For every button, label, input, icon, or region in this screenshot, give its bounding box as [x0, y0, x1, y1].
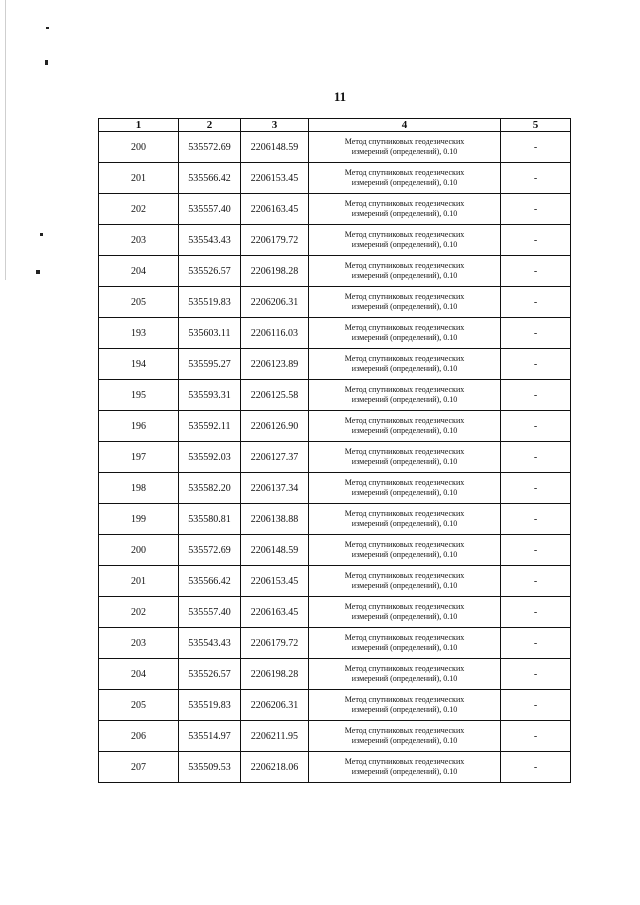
column-header-4: 4 — [309, 119, 501, 132]
y-coordinate-cell: 2206148.59 — [241, 535, 309, 566]
x-coordinate-cell: 535514.97 — [179, 721, 241, 752]
point-number-cell: 206 — [99, 721, 179, 752]
point-number-cell: 194 — [99, 349, 179, 380]
method-accuracy-cell — [309, 349, 501, 380]
table-row — [99, 163, 571, 194]
note-cell: - — [501, 411, 571, 442]
point-number-cell: 201 — [99, 566, 179, 597]
point-number-cell: 203 — [99, 628, 179, 659]
table-body — [99, 132, 571, 783]
point-number-cell: 200 — [99, 132, 179, 163]
method-text-line: измерений (определений), 0.10 — [351, 519, 458, 528]
note-cell: - — [501, 256, 571, 287]
x-coordinate-cell: 535509.53 — [179, 752, 241, 783]
table-row — [99, 287, 571, 318]
note-cell: - — [501, 132, 571, 163]
y-coordinate-cell: 2206137.34 — [241, 473, 309, 504]
x-coordinate-cell: 535543.43 — [179, 628, 241, 659]
x-coordinate-cell: 535566.42 — [179, 566, 241, 597]
method-text-line: измерений (определений), 0.10 — [351, 240, 458, 249]
y-coordinate-cell: 2206218.06 — [241, 752, 309, 783]
point-number-cell: 204 — [99, 659, 179, 690]
method-text-line: Метод спутниковых геодезических — [344, 261, 465, 270]
note-cell: - — [501, 473, 571, 504]
x-coordinate-cell: 535519.83 — [179, 690, 241, 721]
point-number-cell: 204 — [99, 256, 179, 287]
note-cell: - — [501, 504, 571, 535]
x-coordinate-cell: 535519.83 — [179, 287, 241, 318]
coordinates-table — [98, 118, 571, 783]
method-text-line: Метод спутниковых геодезических — [344, 540, 465, 549]
method-text-line: измерений (определений), 0.10 — [351, 302, 458, 311]
method-accuracy-cell — [309, 225, 501, 256]
method-text-line: измерений (определений), 0.10 — [351, 488, 458, 497]
method-text-line: Метод спутниковых геодезических — [344, 354, 465, 363]
method-text-line: измерений (определений), 0.10 — [351, 364, 458, 373]
method-text-line: Метод спутниковых геодезических — [344, 230, 465, 239]
method-text-line: измерений (определений), 0.10 — [351, 674, 458, 683]
method-accuracy-cell — [309, 411, 501, 442]
table-row — [99, 256, 571, 287]
x-coordinate-cell: 535566.42 — [179, 163, 241, 194]
point-number-cell: 203 — [99, 225, 179, 256]
scan-speck — [36, 270, 40, 274]
method-text-line: Метод спутниковых геодезических — [344, 168, 465, 177]
note-cell: - — [501, 597, 571, 628]
method-text-line: измерений (определений), 0.10 — [351, 271, 458, 280]
method-accuracy-cell — [309, 690, 501, 721]
method-accuracy-cell — [309, 256, 501, 287]
method-accuracy-cell — [309, 473, 501, 504]
method-text-line: измерений (определений), 0.10 — [351, 395, 458, 404]
note-cell: - — [501, 752, 571, 783]
note-cell: - — [501, 163, 571, 194]
x-coordinate-cell: 535595.27 — [179, 349, 241, 380]
y-coordinate-cell: 2206126.90 — [241, 411, 309, 442]
y-coordinate-cell: 2206153.45 — [241, 566, 309, 597]
scan-speck — [45, 60, 48, 65]
method-text-line: Метод спутниковых геодезических — [344, 757, 465, 766]
column-header-1: 1 — [99, 119, 179, 132]
method-text-line: измерений (определений), 0.10 — [351, 767, 458, 776]
table-row — [99, 659, 571, 690]
y-coordinate-cell: 2206206.31 — [241, 690, 309, 721]
method-accuracy-cell — [309, 566, 501, 597]
y-coordinate-cell: 2206198.28 — [241, 256, 309, 287]
point-number-cell: 199 — [99, 504, 179, 535]
x-coordinate-cell: 535572.69 — [179, 132, 241, 163]
y-coordinate-cell: 2206138.88 — [241, 504, 309, 535]
method-accuracy-cell — [309, 287, 501, 318]
note-cell: - — [501, 442, 571, 473]
method-accuracy-cell — [309, 628, 501, 659]
method-text-line: Метод спутниковых геодезических — [344, 478, 465, 487]
table-row — [99, 504, 571, 535]
method-text-line: измерений (определений), 0.10 — [351, 581, 458, 590]
x-coordinate-cell: 535557.40 — [179, 597, 241, 628]
method-accuracy-cell — [309, 380, 501, 411]
x-coordinate-cell: 535603.11 — [179, 318, 241, 349]
point-number-cell: 198 — [99, 473, 179, 504]
table-row — [99, 225, 571, 256]
method-text-line: Метод спутниковых геодезических — [344, 571, 465, 580]
table-row — [99, 442, 571, 473]
column-header-5: 5 — [501, 119, 571, 132]
x-coordinate-cell: 535582.20 — [179, 473, 241, 504]
y-coordinate-cell: 2206179.72 — [241, 225, 309, 256]
table-row — [99, 411, 571, 442]
note-cell: - — [501, 566, 571, 597]
method-accuracy-cell — [309, 318, 501, 349]
method-text-line: измерений (определений), 0.10 — [351, 705, 458, 714]
scan-margin-line — [5, 0, 6, 280]
point-number-cell: 205 — [99, 690, 179, 721]
page-number: 11 — [333, 89, 347, 104]
x-coordinate-cell: 535592.03 — [179, 442, 241, 473]
y-coordinate-cell: 2206211.95 — [241, 721, 309, 752]
method-accuracy-cell — [309, 659, 501, 690]
method-text-line: измерений (определений), 0.10 — [351, 550, 458, 559]
method-text-line: измерений (определений), 0.10 — [351, 457, 458, 466]
method-text-line: измерений (определений), 0.10 — [351, 643, 458, 652]
column-header-3: 3 — [241, 119, 309, 132]
method-text-line: измерений (определений), 0.10 — [351, 178, 458, 187]
note-cell: - — [501, 225, 571, 256]
y-coordinate-cell: 2206148.59 — [241, 132, 309, 163]
point-number-cell: 202 — [99, 597, 179, 628]
method-text-line: измерений (определений), 0.10 — [351, 736, 458, 745]
method-text-line: измерений (определений), 0.10 — [351, 333, 458, 342]
note-cell: - — [501, 318, 571, 349]
table-row — [99, 194, 571, 225]
note-cell: - — [501, 349, 571, 380]
y-coordinate-cell: 2206153.45 — [241, 163, 309, 194]
point-number-cell: 201 — [99, 163, 179, 194]
x-coordinate-cell: 535526.57 — [179, 256, 241, 287]
method-text-line: измерений (определений), 0.10 — [351, 426, 458, 435]
point-number-cell: 193 — [99, 318, 179, 349]
method-text-line: Метод спутниковых геодезических — [344, 323, 465, 332]
method-text-line: Метод спутниковых геодезических — [344, 695, 465, 704]
note-cell: - — [501, 287, 571, 318]
method-accuracy-cell — [309, 535, 501, 566]
point-number-cell: 195 — [99, 380, 179, 411]
y-coordinate-cell: 2206206.31 — [241, 287, 309, 318]
column-header-2: 2 — [179, 119, 241, 132]
table-row — [99, 535, 571, 566]
table-row — [99, 721, 571, 752]
table-row — [99, 690, 571, 721]
y-coordinate-cell: 2206125.58 — [241, 380, 309, 411]
scan-speck — [46, 27, 49, 29]
y-coordinate-cell: 2206198.28 — [241, 659, 309, 690]
method-text-line: Метод спутниковых геодезических — [344, 292, 465, 301]
y-coordinate-cell: 2206127.37 — [241, 442, 309, 473]
method-accuracy-cell — [309, 163, 501, 194]
y-coordinate-cell: 2206163.45 — [241, 597, 309, 628]
x-coordinate-cell: 535543.43 — [179, 225, 241, 256]
method-text-line: Метод спутниковых геодезических — [344, 416, 465, 425]
method-accuracy-cell — [309, 721, 501, 752]
note-cell: - — [501, 628, 571, 659]
table-row — [99, 473, 571, 504]
method-accuracy-cell — [309, 442, 501, 473]
method-accuracy-cell — [309, 752, 501, 783]
table-row — [99, 566, 571, 597]
method-text-line: измерений (определений), 0.10 — [351, 147, 458, 156]
method-accuracy-cell — [309, 132, 501, 163]
x-coordinate-cell: 535557.40 — [179, 194, 241, 225]
point-number-cell: 196 — [99, 411, 179, 442]
method-text-line: измерений (определений), 0.10 — [351, 209, 458, 218]
table-header-row — [99, 119, 571, 132]
table-row — [99, 380, 571, 411]
method-text-line: Метод спутниковых геодезических — [344, 447, 465, 456]
method-text-line: Метод спутниковых геодезических — [344, 726, 465, 735]
table-row — [99, 628, 571, 659]
method-text-line: Метод спутниковых геодезических — [344, 199, 465, 208]
point-number-cell: 197 — [99, 442, 179, 473]
method-text-line: Метод спутниковых геодезических — [344, 137, 465, 146]
method-text-line: Метод спутниковых геодезических — [344, 664, 465, 673]
method-text-line: измерений (определений), 0.10 — [351, 612, 458, 621]
point-number-cell: 205 — [99, 287, 179, 318]
point-number-cell: 200 — [99, 535, 179, 566]
method-text-line: Метод спутниковых геодезических — [344, 385, 465, 394]
table-row — [99, 349, 571, 380]
y-coordinate-cell: 2206179.72 — [241, 628, 309, 659]
note-cell: - — [501, 690, 571, 721]
note-cell: - — [501, 380, 571, 411]
method-text-line: Метод спутниковых геодезических — [344, 602, 465, 611]
scan-speck — [40, 233, 43, 236]
note-cell: - — [501, 659, 571, 690]
y-coordinate-cell: 2206123.89 — [241, 349, 309, 380]
method-text-line: Метод спутниковых геодезических — [344, 509, 465, 518]
method-accuracy-cell — [309, 597, 501, 628]
y-coordinate-cell: 2206116.03 — [241, 318, 309, 349]
method-accuracy-cell — [309, 194, 501, 225]
method-accuracy-cell — [309, 504, 501, 535]
x-coordinate-cell: 535526.57 — [179, 659, 241, 690]
x-coordinate-cell: 535592.11 — [179, 411, 241, 442]
note-cell: - — [501, 721, 571, 752]
table-row — [99, 132, 571, 163]
x-coordinate-cell: 535572.69 — [179, 535, 241, 566]
note-cell: - — [501, 535, 571, 566]
y-coordinate-cell: 2206163.45 — [241, 194, 309, 225]
table-row — [99, 597, 571, 628]
x-coordinate-cell: 535580.81 — [179, 504, 241, 535]
method-text-line: Метод спутниковых геодезических — [344, 633, 465, 642]
note-cell: - — [501, 194, 571, 225]
table-row — [99, 752, 571, 783]
point-number-cell: 207 — [99, 752, 179, 783]
x-coordinate-cell: 535593.31 — [179, 380, 241, 411]
table-row — [99, 318, 571, 349]
point-number-cell: 202 — [99, 194, 179, 225]
